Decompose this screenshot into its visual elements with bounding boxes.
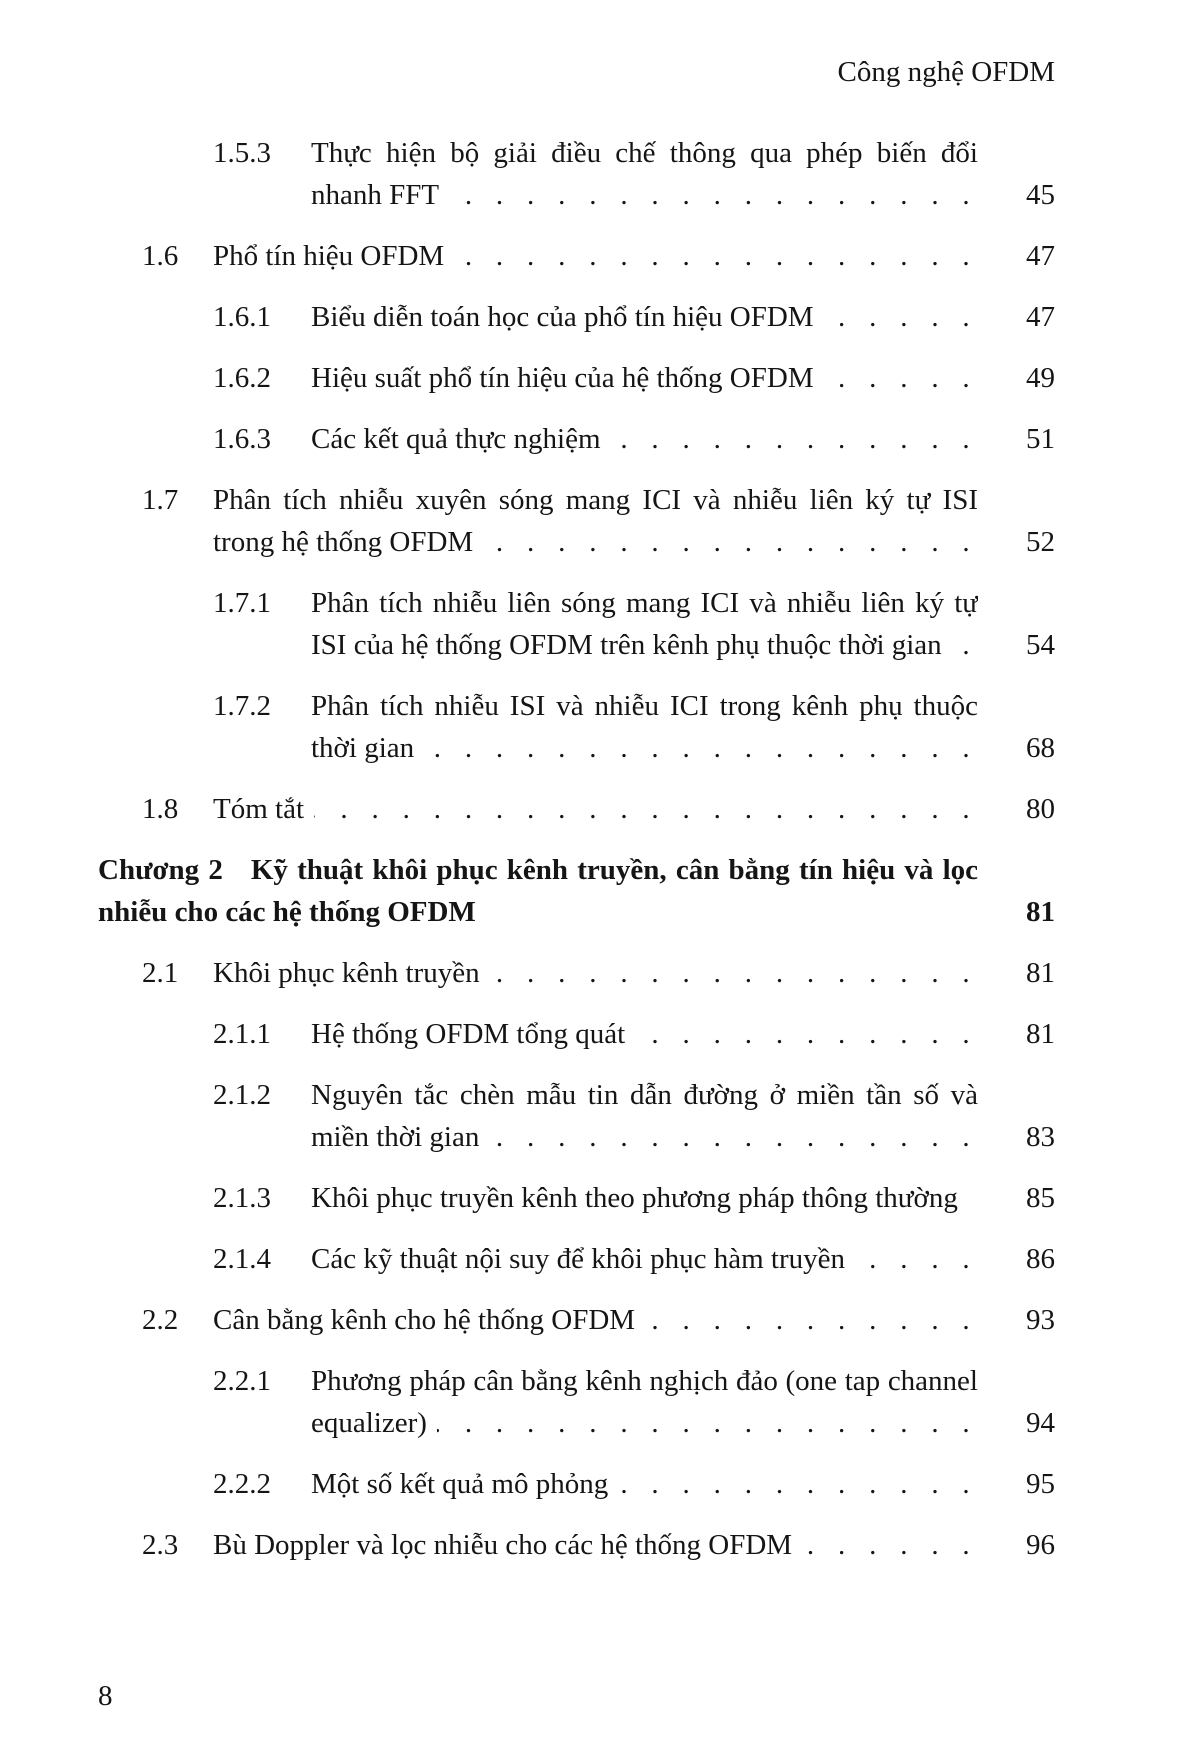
- page-number: 8: [98, 1680, 113, 1712]
- toc-entry-title: [311, 1238, 978, 1280]
- page-reference: 81: [1026, 1018, 1055, 1050]
- toc-entry[interactable]: [0, 1013, 1200, 1055]
- page-reference: 47: [1026, 240, 1055, 272]
- toc-entry[interactable]: [0, 685, 1200, 769]
- toc-entry[interactable]: [0, 479, 1200, 563]
- section-number: 1.6.2: [213, 362, 271, 394]
- page-reference: 49: [1026, 362, 1055, 394]
- section-number: 2.3: [142, 1529, 179, 1561]
- toc-entry[interactable]: [0, 357, 1200, 399]
- page-reference: 86: [1026, 1243, 1055, 1275]
- toc-entry-title: [98, 849, 978, 933]
- section-number: 2.1.4: [213, 1243, 271, 1275]
- section-number: 2.1: [142, 957, 179, 989]
- section-title: Hiệu suất phổ tín hiệu của hệ thống OFDM: [311, 362, 824, 394]
- toc-entry-title: [311, 1177, 978, 1219]
- section-number: 1.7.2: [213, 690, 271, 722]
- page-reference: 47: [1026, 301, 1055, 333]
- toc-entry-title: [213, 479, 978, 563]
- toc-entry[interactable]: [0, 1238, 1200, 1280]
- section-number: 2.1.3: [213, 1182, 271, 1214]
- page-reference: 81: [1026, 896, 1055, 928]
- section-title: Kỹ thuật khôi phục kênh truyền, cân bằng tín hiệu và lọc nhiễu cho các hệ thống OFDM: [98, 854, 978, 928]
- toc-entry[interactable]: [0, 582, 1200, 666]
- toc-entry[interactable]: [0, 1463, 1200, 1505]
- section-number: 1.7: [142, 484, 179, 516]
- chapter-number: Chương 2: [98, 854, 223, 886]
- toc-entry[interactable]: [0, 1299, 1200, 1341]
- section-title: Một số kết quả mô phỏng: [311, 1468, 618, 1500]
- table-of-contents: [0, 132, 1200, 1585]
- section-number: 2.2: [142, 1304, 179, 1336]
- page-reference: 93: [1026, 1304, 1055, 1336]
- section-title: Biểu diễn toán học của phổ tín hiệu OFDM: [311, 301, 824, 333]
- toc-entry-title: [311, 685, 978, 769]
- section-number: 1.7.1: [213, 587, 271, 619]
- toc-entry-title: [213, 235, 978, 277]
- toc-entry[interactable]: [0, 1074, 1200, 1158]
- page-reference: 68: [1026, 732, 1055, 764]
- section-number: 1.6.3: [213, 423, 271, 455]
- toc-entry[interactable]: [0, 235, 1200, 277]
- page-reference: 54: [1026, 629, 1055, 661]
- section-number: 2.1.1: [213, 1018, 271, 1050]
- toc-entry-title: [311, 582, 978, 666]
- section-number: 2.2.1: [213, 1365, 271, 1397]
- section-number: 2.1.2: [213, 1079, 271, 1111]
- page-reference: 80: [1026, 793, 1055, 825]
- page-reference: 94: [1026, 1407, 1055, 1439]
- page-reference: 51: [1026, 423, 1055, 455]
- section-title: Hệ thống OFDM tổng quát: [311, 1018, 635, 1050]
- section-title: Khôi phục truyền kênh theo phương pháp thông thường: [311, 1182, 968, 1214]
- toc-entry-title: [213, 788, 978, 830]
- toc-entry-title: [311, 1074, 978, 1158]
- page-reference: 96: [1026, 1529, 1055, 1561]
- toc-entry[interactable]: [0, 788, 1200, 830]
- page-reference: 83: [1026, 1121, 1055, 1153]
- toc-entry[interactable]: [0, 418, 1200, 460]
- section-title: Bù Doppler và lọc nhiễu cho các hệ thống OFDM: [213, 1529, 802, 1561]
- toc-chapter-entry[interactable]: [0, 849, 1200, 933]
- toc-entry-title: [213, 952, 978, 994]
- toc-entry-title: [311, 357, 978, 399]
- toc-entry[interactable]: [0, 1177, 1200, 1219]
- section-title: Phương pháp cân bằng kênh nghịch đảo (one tap channel equalizer): [311, 1365, 978, 1439]
- section-title: Phân tích nhiễu ISI và nhiễu ICI trong kênh phụ thuộc thời gian: [311, 690, 978, 764]
- section-number: 1.8: [142, 793, 179, 825]
- toc-entry[interactable]: [0, 296, 1200, 338]
- toc-entry[interactable]: [0, 1524, 1200, 1566]
- toc-entry-title: [311, 296, 978, 338]
- toc-entry-title: [213, 1524, 978, 1566]
- section-number: 1.5.3: [213, 137, 271, 169]
- section-title: Phổ tín hiệu OFDM: [213, 240, 454, 272]
- section-title: Phân tích nhiễu liên sóng mang ICI và nhiễu liên ký tự ISI của hệ thống OFDM trên kênh phụ thuộc thời gian: [311, 587, 978, 661]
- section-title: Cân bằng kênh cho hệ thống OFDM: [213, 1304, 645, 1336]
- toc-entry-title: [213, 1299, 978, 1341]
- page-reference: 81: [1026, 957, 1055, 989]
- section-title: Phân tích nhiễu xuyên sóng mang ICI và nhiễu liên ký tự ISI trong hệ thống OFDM: [213, 484, 978, 558]
- page-reference: 85: [1026, 1182, 1055, 1214]
- toc-entry[interactable]: [0, 132, 1200, 216]
- toc-entry-title: [311, 418, 978, 460]
- toc-entry[interactable]: [0, 952, 1200, 994]
- toc-entry-title: [311, 1463, 978, 1505]
- page-reference: 95: [1026, 1468, 1055, 1500]
- section-number: 1.6.1: [213, 301, 271, 333]
- section-number: 1.6: [142, 240, 179, 272]
- toc-entry-title: [311, 1013, 978, 1055]
- page-reference: 45: [1026, 179, 1055, 211]
- section-title: Các kết quả thực nghiệm: [311, 423, 611, 455]
- section-title: Tóm tắt: [213, 793, 314, 825]
- section-number: 2.2.2: [213, 1468, 271, 1500]
- section-title: Nguyên tắc chèn mẫu tin dẫn đường ở miền tần số và miền thời gian: [311, 1079, 978, 1153]
- page-reference: 52: [1026, 526, 1055, 558]
- toc-entry-title: [311, 132, 978, 216]
- toc-entry[interactable]: [0, 1360, 1200, 1444]
- section-title: Các kỹ thuật nội suy để khôi phục hàm truyền: [311, 1243, 855, 1275]
- section-title: Thực hiện bộ giải điều chế thông qua phép biến đổi nhanh FFT: [311, 137, 978, 211]
- toc-entry-title: [311, 1360, 978, 1444]
- section-title: Khôi phục kênh truyền: [213, 957, 490, 989]
- running-header-title: Công nghệ OFDM: [837, 56, 1055, 88]
